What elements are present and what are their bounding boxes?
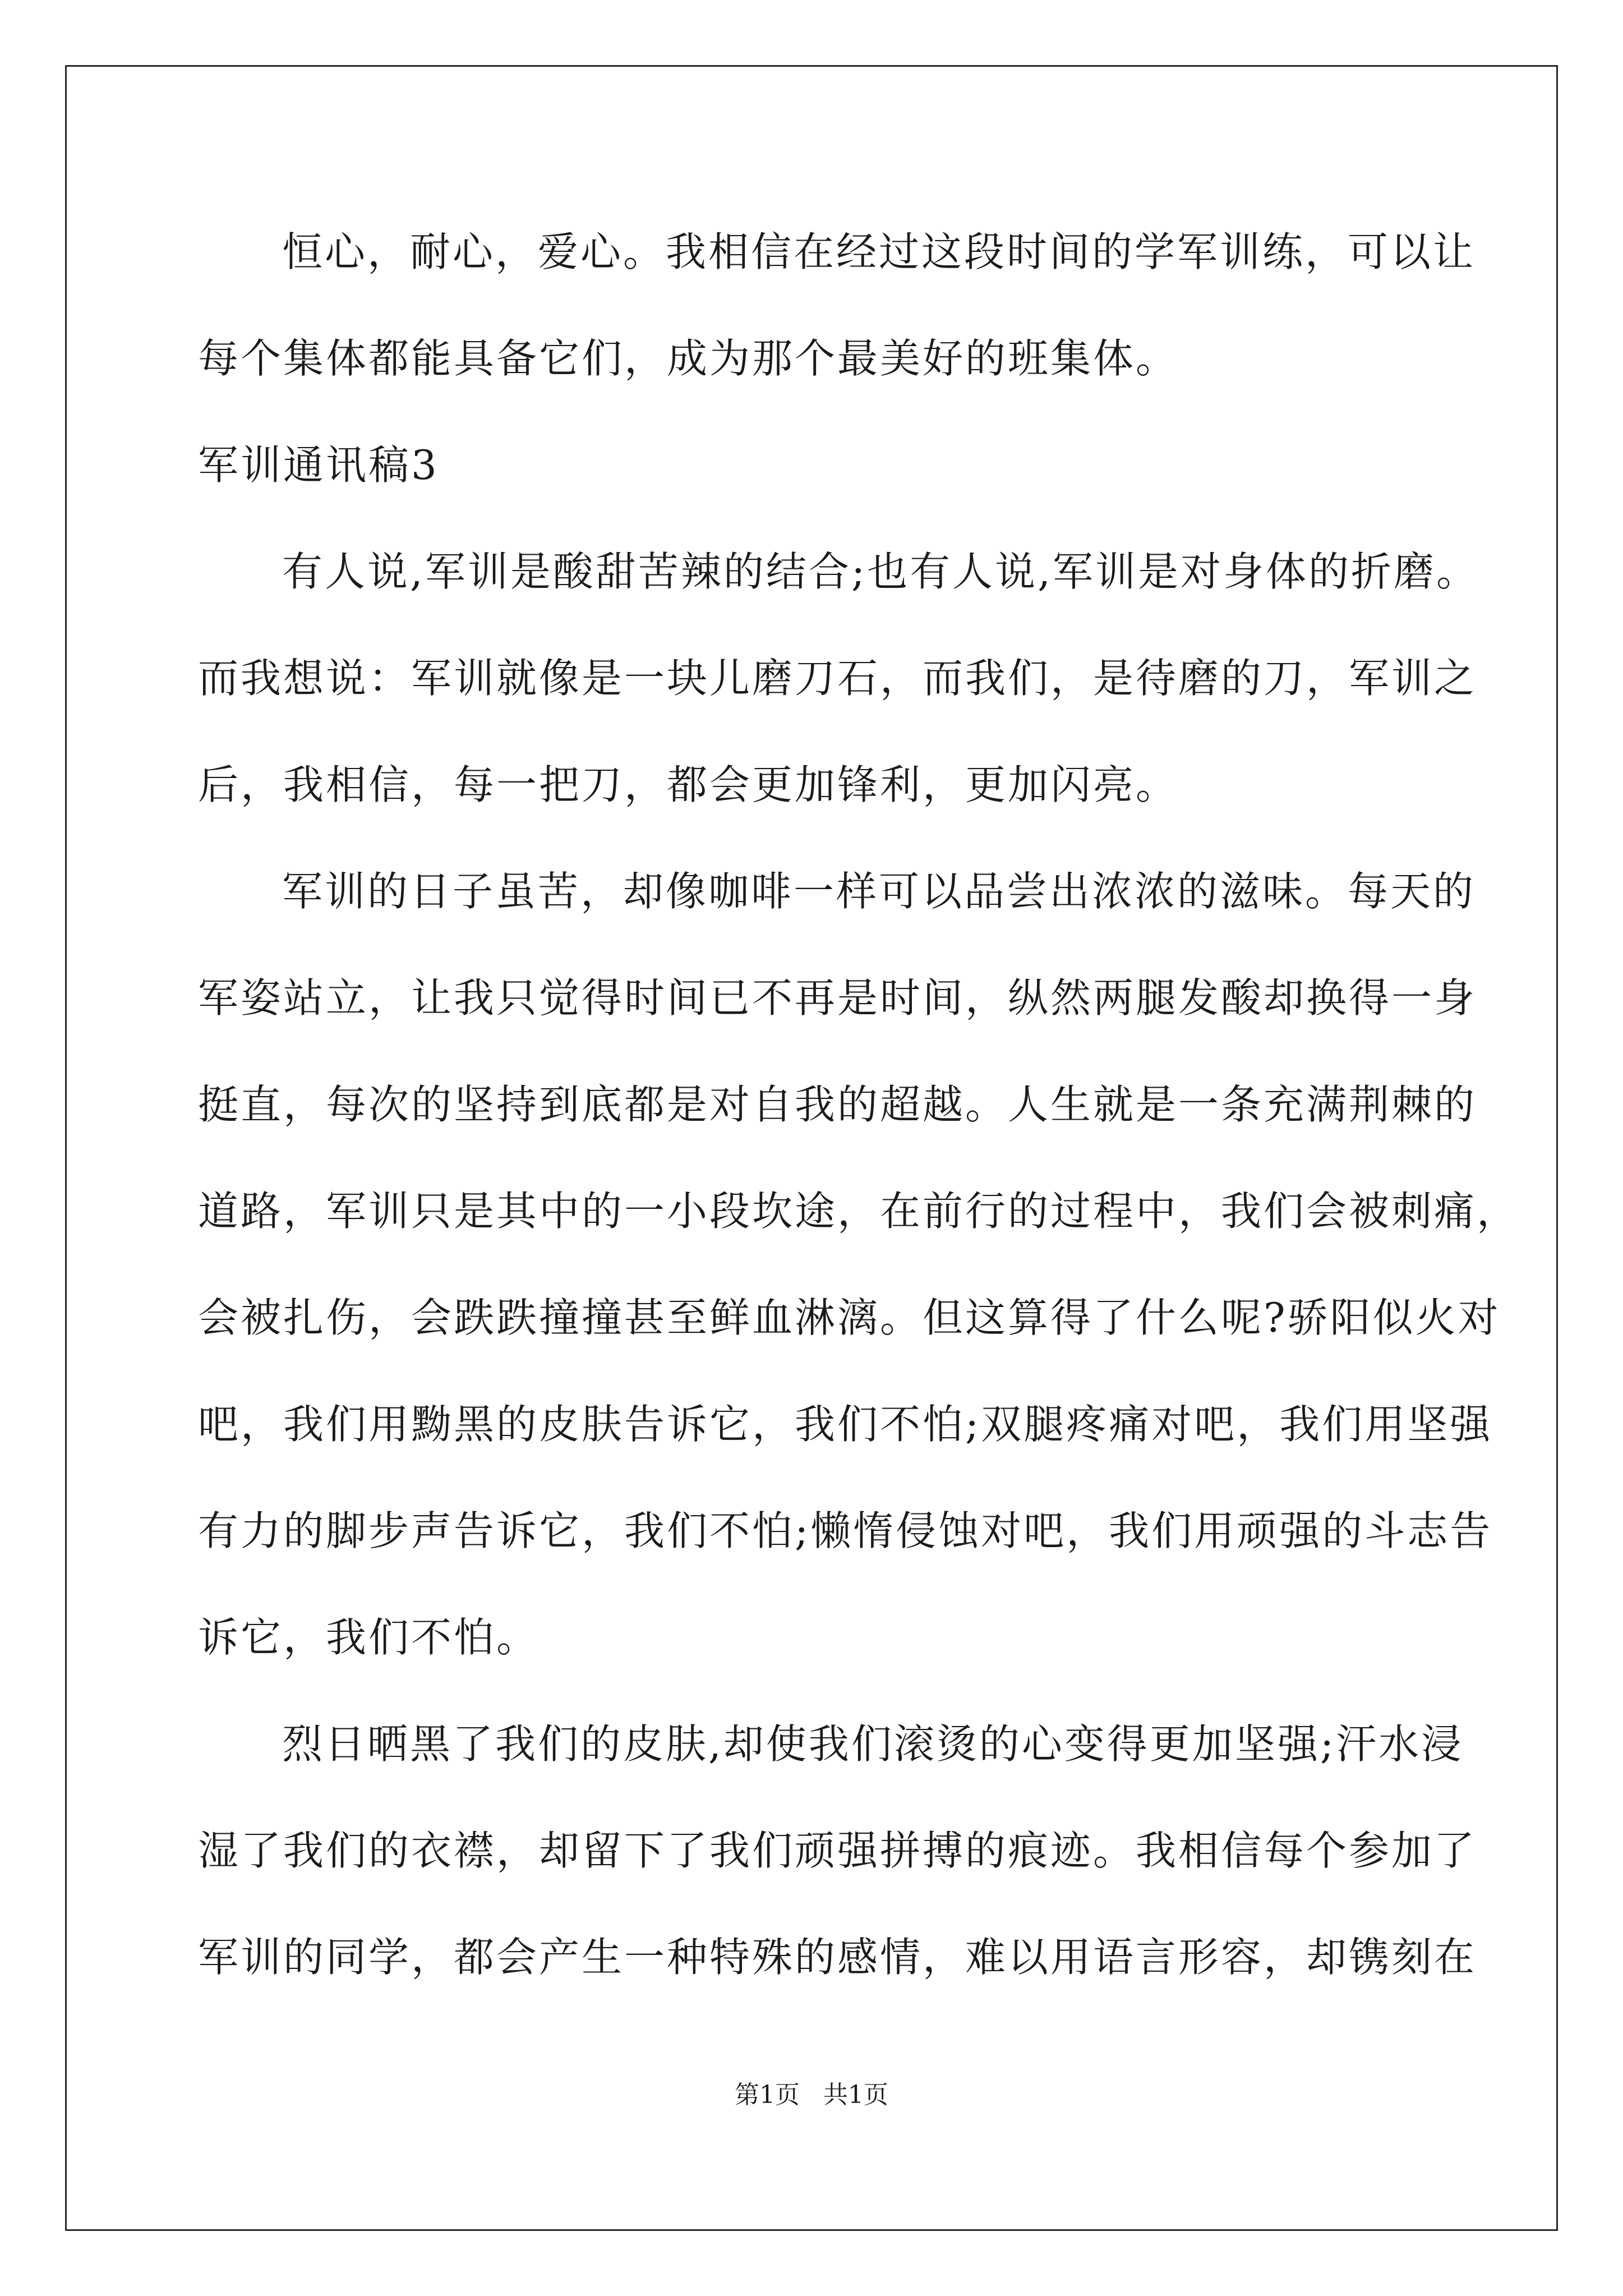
page-number-footer: 第1页 共1页 — [735, 2081, 888, 2109]
text-line: 挺直，每次的坚持到底都是对自我的超越。人生就是一条充满荆棘的 — [198, 1081, 1477, 1128]
text-line: 吧，我们用黝黑的皮肤告诉它，我们不怕;双腿疼痛对吧，我们用坚强 — [198, 1401, 1493, 1448]
text-line: 军训的日子虽苦，却像咖啡一样可以品尝出浓浓的滋味。每天的 — [282, 868, 1476, 915]
text-line: 道路，军训只是其中的一小段坎途，在前行的过程中，我们会被刺痛， — [198, 1188, 1520, 1235]
text-line: 后，我相信，每一把刀，都会更加锋利，更加闪亮。 — [198, 761, 1179, 808]
text-line: 湿了我们的衣襟，却留下了我们顽强拼搏的痕迹。我相信每个参加了 — [198, 1827, 1477, 1874]
text-line: 诉它，我们不怕。 — [198, 1614, 540, 1661]
text-line: 会被扎伤，会跌跌撞撞甚至鲜血淋漓。但这算得了什么呢?骄阳似火对 — [198, 1294, 1501, 1341]
text-line: 军姿站立，让我只觉得时间已不再是时间，纵然两腿发酸却换得一身 — [198, 974, 1477, 1022]
text-line: 恒心，耐心，爱心。我相信在经过这段时间的学军训练，可以让 — [282, 228, 1476, 275]
text-line: 有力的脚步声告诉它，我们不怕;懒惰侵蚀对吧，我们用顽强的斗志告 — [198, 1507, 1493, 1554]
text-line: 有人说,军训是酸甜苦辣的结合;也有人说,军训是对身体的折磨。 — [282, 548, 1479, 595]
text-line: 而我想说：军训就像是一块儿磨刀石，而我们，是待磨的刀，军训之 — [198, 655, 1477, 702]
text-line: 烈日晒黑了我们的皮肤,却使我们滚烫的心变得更加坚强;汗水浸 — [282, 1720, 1464, 1768]
section-heading: 军训通讯稿3 — [198, 441, 439, 489]
text-line: 每个集体都能具备它们，成为那个最美好的班集体。 — [198, 335, 1179, 382]
document-body — [198, 215, 1520, 2027]
text-line: 军训的同学，都会产生一种特殊的感情，难以用语言形容，却镌刻在 — [198, 1934, 1477, 1981]
